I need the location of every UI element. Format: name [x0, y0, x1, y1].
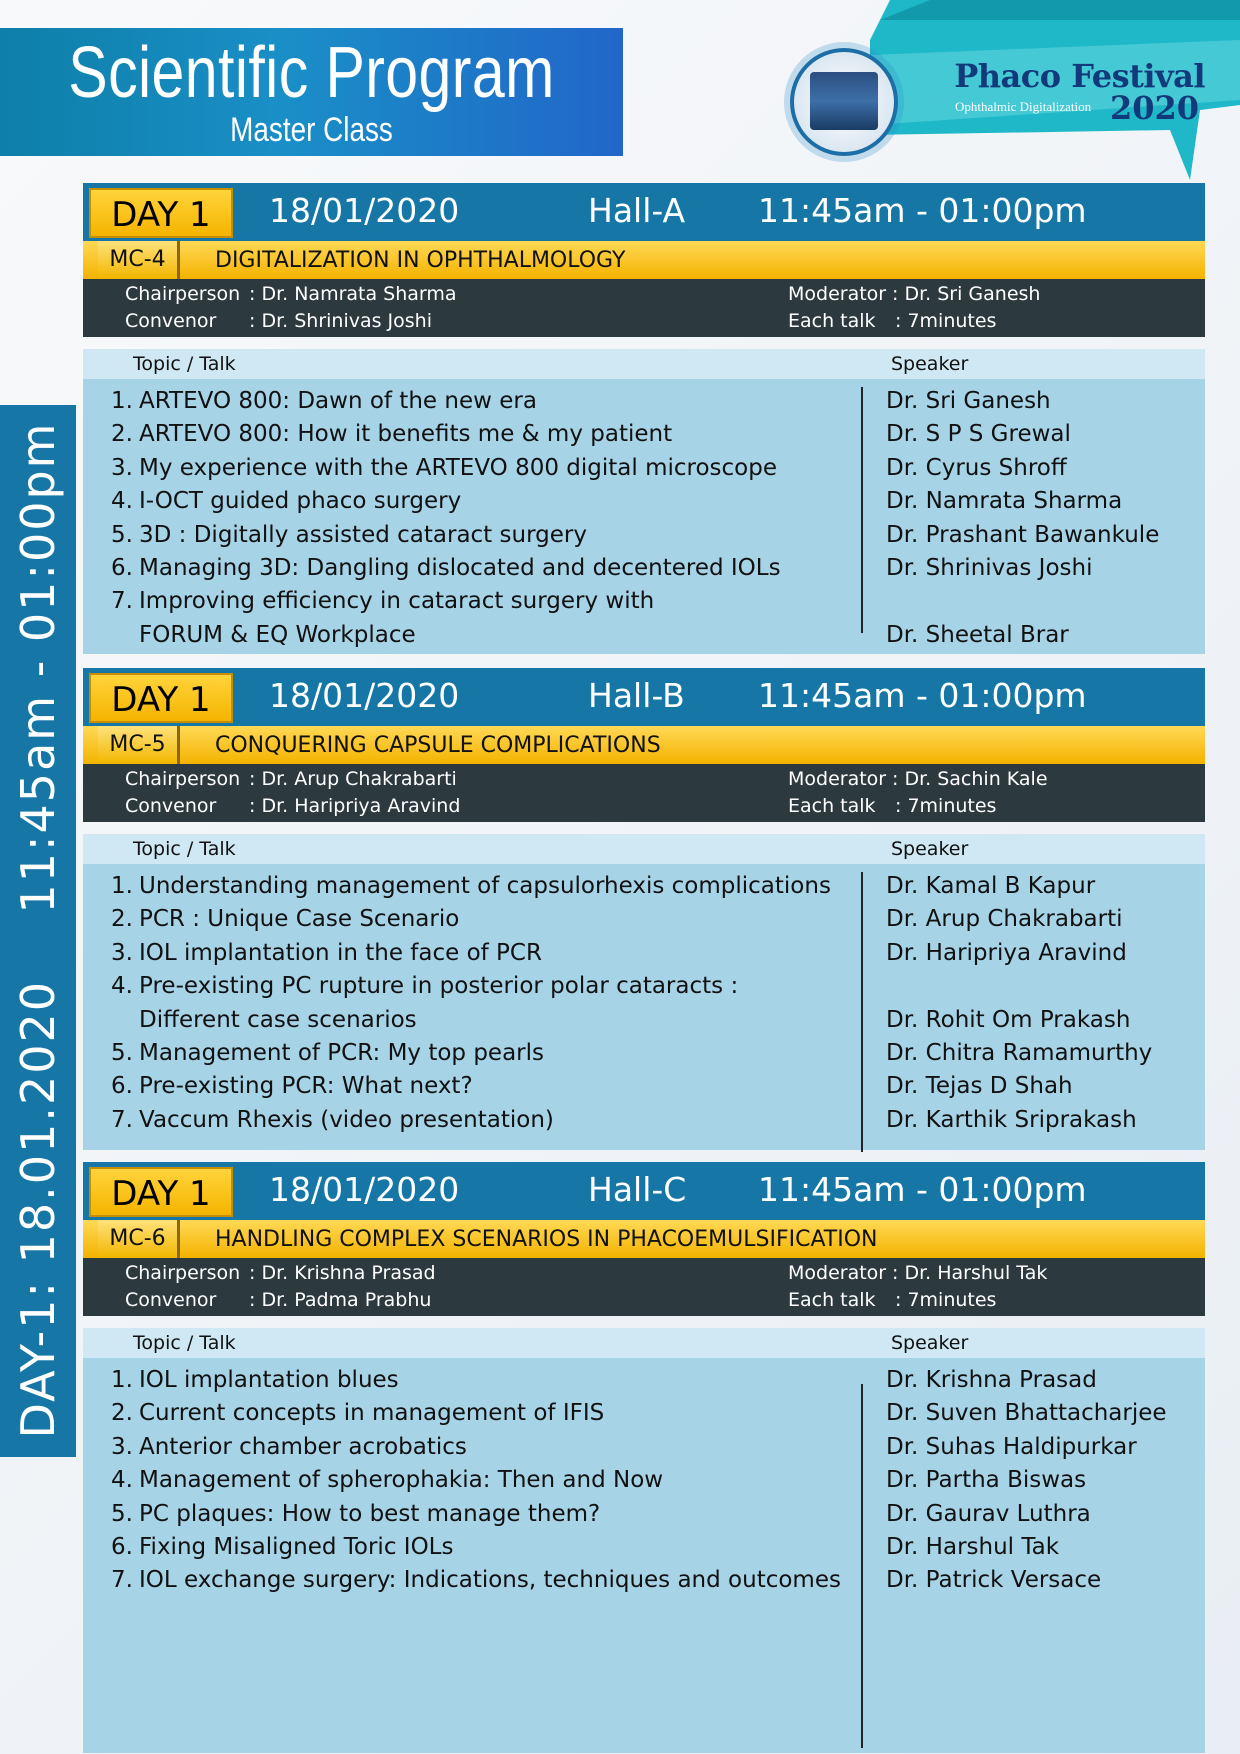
talk-title: Pre-existing PC rupture in posterior polar cataracts :: [139, 973, 739, 1000]
convenor-label: Convenor: [125, 1289, 217, 1311]
talk-number: 1.: [111, 388, 133, 414]
session-hall: Hall-B: [588, 676, 685, 715]
convenor-value: : Dr. Haripriya Aravind: [249, 795, 461, 817]
masterclass-bar: [83, 1220, 1205, 1258]
speaker-name: Dr. Sheetal Brar: [886, 621, 1069, 648]
talk-number: 3.: [111, 1433, 133, 1460]
speaker-header: Speaker: [891, 353, 969, 375]
talk-item: [111, 903, 851, 936]
talk-item: [111, 1364, 851, 1397]
speaker-name: Dr. Tejas D Shah: [886, 1073, 1073, 1100]
session-time: 11:45am - 01:00pm: [758, 676, 1087, 715]
talk-title: Understanding management of capsulorhexis complications: [139, 873, 831, 899]
talk-number: 5.: [111, 1039, 133, 1066]
talk-title: IOL exchange surgery: Indications, techniques and outcomes: [139, 1567, 841, 1594]
talk-title: PC plaques: How to best manage them?: [139, 1500, 601, 1527]
talk-item: [111, 1037, 851, 1070]
talk-title: Vaccum Rhexis (video presentation): [139, 1106, 554, 1133]
talk-title: Management of spherophakia: Then and Now: [139, 1467, 664, 1494]
session-hall-a: [83, 183, 1205, 654]
talk-list: [111, 385, 851, 652]
title-banner: [0, 28, 623, 156]
masterclass-title: DIGITALIZATION IN OPHTHALMOLOGY: [215, 248, 626, 273]
each-talk-value: : 7minutes: [895, 310, 997, 332]
session-hall: Hall-A: [588, 191, 686, 230]
session-hall-b: [83, 668, 1205, 1150]
talk-item: [111, 1397, 851, 1430]
talk-number: 7.: [111, 1567, 133, 1594]
talk-number: 4.: [111, 1467, 133, 1494]
talk-title: Current concepts in management of IFIS: [139, 1400, 605, 1427]
talk-item: [111, 418, 851, 451]
speaker-name: Dr. Patrick Versace: [886, 1567, 1102, 1594]
phaco-festival-logo-icon: [790, 48, 898, 156]
column-divider: [861, 387, 863, 633]
brand-name: Phaco Festival: [954, 57, 1205, 95]
topic-header-row: [83, 349, 1205, 379]
talk-item: [111, 1531, 851, 1564]
topic-header-row: [83, 1328, 1205, 1358]
masterclass-title: HANDLING COMPLEX SCENARIOS IN PHACOEMULSIFICATION: [215, 1227, 878, 1252]
column-divider: [861, 872, 863, 1152]
convenor-value: : Dr. Padma Prabhu: [249, 1289, 432, 1311]
talk-title: ARTEVO 800: How it benefits me & my patient: [139, 421, 673, 448]
talk-title: Anterior chamber acrobatics: [139, 1433, 467, 1460]
talk-item: [111, 385, 851, 418]
talk-item: [111, 519, 851, 552]
talk-title: My experience with the ARTEVO 800 digital microscope: [139, 454, 778, 481]
talk-item: [111, 870, 851, 903]
each-talk-value: : 7minutes: [895, 1289, 997, 1311]
speaker-list: [886, 385, 1196, 652]
talk-item: [111, 452, 851, 485]
moderator-value: : Dr. Harshul Tak: [892, 1262, 1048, 1284]
talk-item: [111, 1464, 851, 1497]
chairperson-label: Chairperson: [125, 283, 241, 305]
speaker-name: [886, 970, 1196, 1003]
moderator-label: Moderator: [788, 1262, 887, 1284]
day-bar: [83, 183, 1205, 241]
talk-title: I-OCT guided phaco surgery: [139, 488, 462, 515]
talk-title: 3D : Digitally assisted cataract surgery: [139, 521, 587, 548]
chairperson-value: : Dr. Krishna Prasad: [249, 1262, 436, 1284]
chairperson-value: : Dr. Arup Chakrabarti: [249, 768, 457, 790]
speaker-name: Dr. Namrata Sharma: [886, 488, 1123, 515]
talk-number: 5.: [111, 521, 133, 548]
convenor-label: Convenor: [125, 310, 217, 332]
day-badge: DAY 1: [89, 188, 233, 238]
talk-item: [111, 1070, 851, 1103]
day-bar: [83, 1162, 1205, 1220]
each-talk-label: Each talk: [788, 1289, 876, 1311]
session-time: 11:45am - 01:00pm: [758, 191, 1087, 230]
topic-header: Topic / Talk: [133, 838, 236, 860]
talk-number: 2.: [111, 906, 133, 933]
officials-bar: [83, 279, 1205, 337]
speaker-name: Dr. Shrinivas Joshi: [886, 554, 1093, 581]
speaker-name: Dr. Suven Bhattacharjee: [886, 1400, 1167, 1427]
talks-table: [83, 379, 1205, 654]
talk-title: IOL implantation in the face of PCR: [139, 939, 542, 966]
topic-header: Topic / Talk: [133, 1332, 236, 1354]
speaker-name: Dr. Chitra Ramamurthy: [886, 1039, 1153, 1066]
speaker-list: [886, 1364, 1196, 1598]
moderator-value: : Dr. Sachin Kale: [892, 768, 1048, 790]
masterclass-code: MC-5: [98, 726, 180, 764]
session-hall: Hall-C: [588, 1170, 687, 1209]
talk-title: IOL implantation blues: [139, 1367, 399, 1393]
page-subtitle: Master Class: [230, 111, 393, 149]
talk-item: [111, 1564, 851, 1597]
moderator-value: : Dr. Sri Ganesh: [892, 283, 1041, 305]
speaker-name: Dr. Partha Biswas: [886, 1467, 1087, 1494]
page-title: Scientific Program: [68, 33, 555, 113]
talk-title-continued: FORUM & EQ Workplace: [139, 621, 416, 648]
chairperson-value: : Dr. Namrata Sharma: [249, 283, 457, 305]
day-badge: DAY 1: [89, 1167, 233, 1217]
masterclass-bar: [83, 241, 1205, 279]
talk-title: ARTEVO 800: Dawn of the new era: [139, 388, 537, 414]
talk-item: [111, 1498, 851, 1531]
talk-number: 2.: [111, 1400, 133, 1427]
speaker-name: Dr. Gaurav Luthra: [886, 1500, 1091, 1527]
moderator-label: Moderator: [788, 768, 887, 790]
talk-list: [111, 870, 851, 1137]
brand-year: 2020: [1109, 89, 1199, 127]
talk-number: 5.: [111, 1500, 133, 1527]
session-hall-c: [83, 1162, 1205, 1753]
talk-number: 7.: [111, 1106, 133, 1133]
brand-block: [935, 57, 1205, 127]
officials-bar: [83, 1258, 1205, 1316]
talk-title: Fixing Misaligned Toric IOLs: [139, 1533, 454, 1560]
talk-item: [111, 1104, 851, 1137]
speaker-name: Dr. Prashant Bawankule: [886, 521, 1160, 548]
speaker-name: Dr. Arup Chakrabarti: [886, 906, 1123, 933]
talk-title: Pre-existing PCR: What next?: [139, 1073, 473, 1100]
column-divider: [861, 1384, 863, 1748]
each-talk-label: Each talk: [788, 795, 876, 817]
talk-item: [111, 970, 851, 1003]
moderator-label: Moderator: [788, 283, 887, 305]
speaker-name: Dr. Kamal B Kapur: [886, 873, 1096, 899]
talk-item: [111, 485, 851, 518]
talk-item: [111, 552, 851, 585]
talk-item: [111, 585, 851, 618]
each-talk-label: Each talk: [788, 310, 876, 332]
chairperson-label: Chairperson: [125, 768, 241, 790]
speaker-name: Dr. Rohit Om Prakash: [886, 1006, 1131, 1033]
masterclass-title: CONQUERING CAPSULE COMPLICATIONS: [215, 733, 661, 758]
talk-number: 7.: [111, 588, 133, 615]
convenor-value: : Dr. Shrinivas Joshi: [249, 310, 433, 332]
speaker-name: Dr. Krishna Prasad: [886, 1367, 1097, 1393]
talk-title-continued: Different case scenarios: [139, 1006, 417, 1033]
talk-number: 2.: [111, 421, 133, 448]
each-talk-value: : 7minutes: [895, 795, 997, 817]
talk-number: 4.: [111, 488, 133, 515]
officials-bar: [83, 764, 1205, 822]
talk-number: 6.: [111, 554, 133, 581]
speaker-name: Dr. Karthik Sriprakash: [886, 1106, 1137, 1133]
speaker-name: [886, 585, 1196, 618]
talk-list: [111, 1364, 851, 1598]
session-date: 18/01/2020: [269, 191, 460, 230]
talk-title: Managing 3D: Dangling dislocated and decentered IOLs: [139, 554, 781, 581]
talk-number: 4.: [111, 973, 133, 1000]
topic-header: Topic / Talk: [133, 353, 236, 375]
masterclass-code: MC-6: [98, 1220, 180, 1258]
session-date: 18/01/2020: [269, 676, 460, 715]
session-date: 18/01/2020: [269, 1170, 460, 1209]
talk-title: PCR : Unique Case Scenario: [139, 906, 460, 933]
speaker-name: Dr. Sri Ganesh: [886, 388, 1051, 414]
brand-tagline: Ophthalmic Digitalization: [955, 99, 1092, 114]
talk-item: [111, 937, 851, 970]
talks-table: [83, 1358, 1205, 1753]
talk-title: Improving efficiency in cataract surgery with: [139, 588, 655, 615]
day-badge: DAY 1: [89, 673, 233, 723]
talk-number: 3.: [111, 454, 133, 481]
speaker-header: Speaker: [891, 838, 969, 860]
talk-number: 1.: [111, 1367, 133, 1393]
talk-number: 3.: [111, 939, 133, 966]
speaker-list: [886, 870, 1196, 1137]
masterclass-code: MC-4: [98, 241, 180, 279]
talk-number: 6.: [111, 1073, 133, 1100]
speaker-name: Dr. Haripriya Aravind: [886, 939, 1127, 966]
chairperson-label: Chairperson: [125, 1262, 241, 1284]
masterclass-bar: [83, 726, 1205, 764]
convenor-label: Convenor: [125, 795, 217, 817]
talk-title: Management of PCR: My top pearls: [139, 1039, 545, 1066]
speaker-name: Dr. Suhas Haldipurkar: [886, 1433, 1137, 1460]
speaker-name: Dr. Cyrus Shroff: [886, 454, 1067, 481]
day-bar: [83, 668, 1205, 726]
talks-table: [83, 864, 1205, 1150]
speaker-header: Speaker: [891, 1332, 969, 1354]
talk-number: 6.: [111, 1533, 133, 1560]
speaker-name: Dr. S P S Grewal: [886, 421, 1071, 448]
speaker-name: Dr. Harshul Tak: [886, 1533, 1060, 1560]
session-time: 11:45am - 01:00pm: [758, 1170, 1087, 1209]
side-day-banner-text: DAY-1: 18.01.2020 11:45am - 01:00pm: [11, 421, 65, 1439]
talk-number: 1.: [111, 873, 133, 899]
topic-header-row: [83, 834, 1205, 864]
talk-item: [111, 1431, 851, 1464]
